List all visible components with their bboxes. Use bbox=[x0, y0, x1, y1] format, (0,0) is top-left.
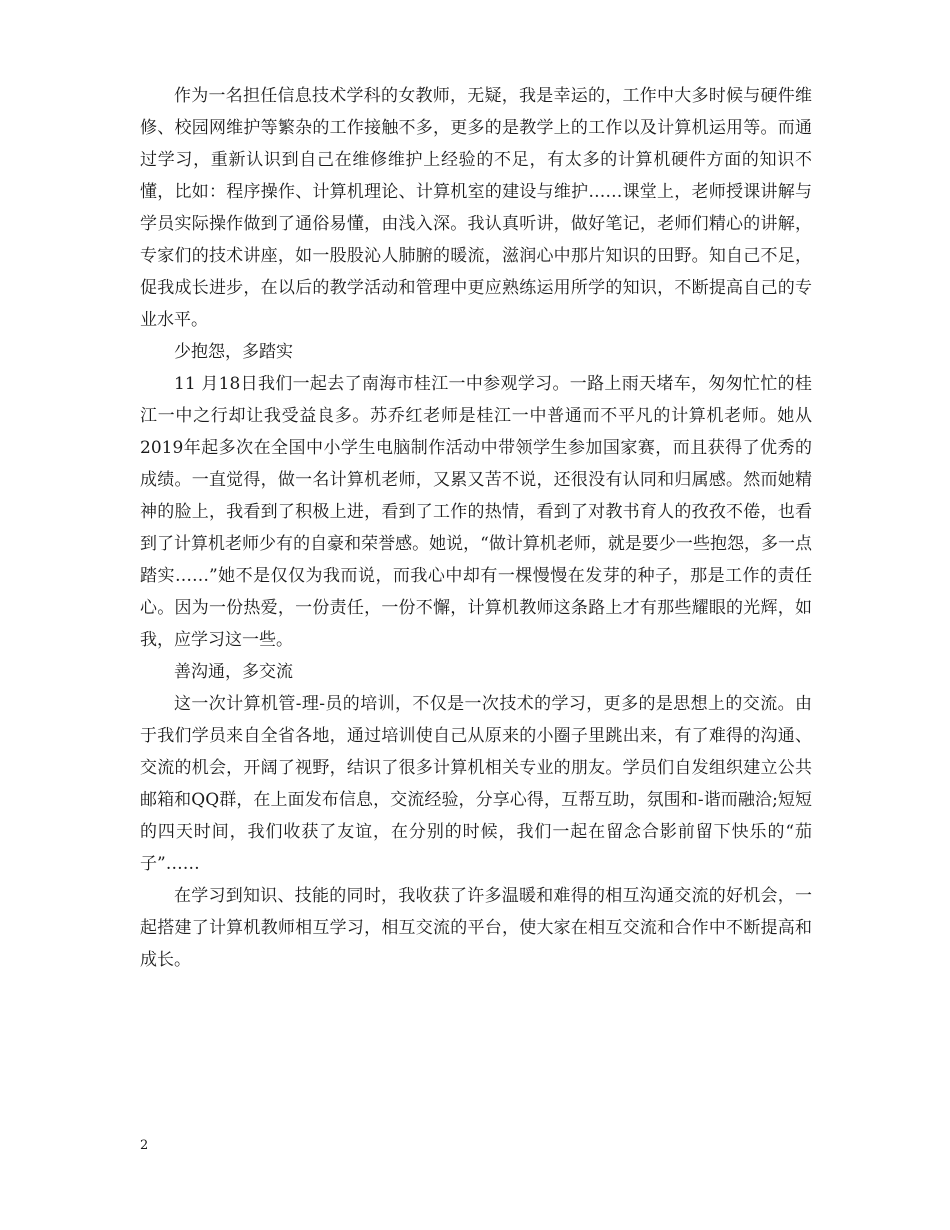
paragraph-intro: 作为一名担任信息技术学科的女教师，无疑，我是幸运的，工作中大多时候与硬件维修、校园网维护等繁杂的工作接触不多，更多的是教学上的工作以及计算机运用等。而通过学习，重新认识到自己在维修维护上经验的不足，有太多的计算机硬件方面的知识不懂，比如：程序操作、计算机理论、计算机室的建设与维护……课堂上，老师授课讲解与学员实际操作做到了通俗易懂，由浅入深。我认真听讲，做好笔记，老师们精心的讲解，专家们的技术讲座，如一股股沁人肺腑的暖流，滋润心中那片知识的田野。知自己不足，促我成长进步，在以后的教学活动和管理中更应熟练运用所学的知识，不断提高自己的专业水平。 bbox=[140, 86, 812, 330]
section-heading-communicate: 善沟通，多交流 bbox=[174, 662, 293, 682]
section-heading-complain-less: 少抱怨，多踏实 bbox=[174, 342, 293, 362]
paragraph-communication: 这一次计算机管-理-员的培训，不仅是一次技术的学习，更多的是思想上的交流。由于我们学员来自全省各地，通过培训使自己从原来的小圈子里跳出来，有了难得的沟通、交流的机会，开阔了视野，结识了很多计算机相关专业的朋友。学员们自发组织建立公共邮箱和QQ群，在上面发布信息，交流经验，分享心得，互帮互助，氛围和-谐而融洽;短短的四天时间，我们收获了友谊，在分别的时候，我们一起在留念合影前留下快乐的“茄子”…… bbox=[140, 694, 812, 874]
document-body bbox=[140, 80, 812, 976]
paragraph-visit: 11 月18日我们一起去了南海市桂江一中参观学习。一路上雨天堵车，匆匆忙忙的桂江一中之行却让我受益良多。苏乔红老师是桂江一中普通而不平凡的计算机老师。她从2019年起多次在全国中小学生电脑制作活动中带领学生参加国家赛，而且获得了优秀的成绩。一直觉得，做一名计算机老师，又累又苦不说，还很没有认同和归属感。然而她精神的脸上，我看到了积极上进，看到了工作的热情，看到了对教书育人的孜孜不倦，也看到了计算机老师少有的自豪和荣誉感。她说，“做计算机老师，就是要少一些抱怨，多一点踏实……”她不是仅仅为我而说，而我心中却有一棵慢慢在发芽的种子，那是工作的责任心。因为一份热爱，一份责任，一份不懈，计算机教师这条路上才有那些耀眼的光辉，如我，应学习这一些。 bbox=[140, 374, 812, 650]
page-number: 2 bbox=[140, 1138, 149, 1153]
paragraph-conclusion: 在学习到知识、技能的同时，我收获了许多温暖和难得的相互沟通交流的好机会，一起搭建了计算机教师相互学习，相互交流的平台，使大家在相互交流和合作中不断提高和成长。 bbox=[140, 886, 812, 970]
